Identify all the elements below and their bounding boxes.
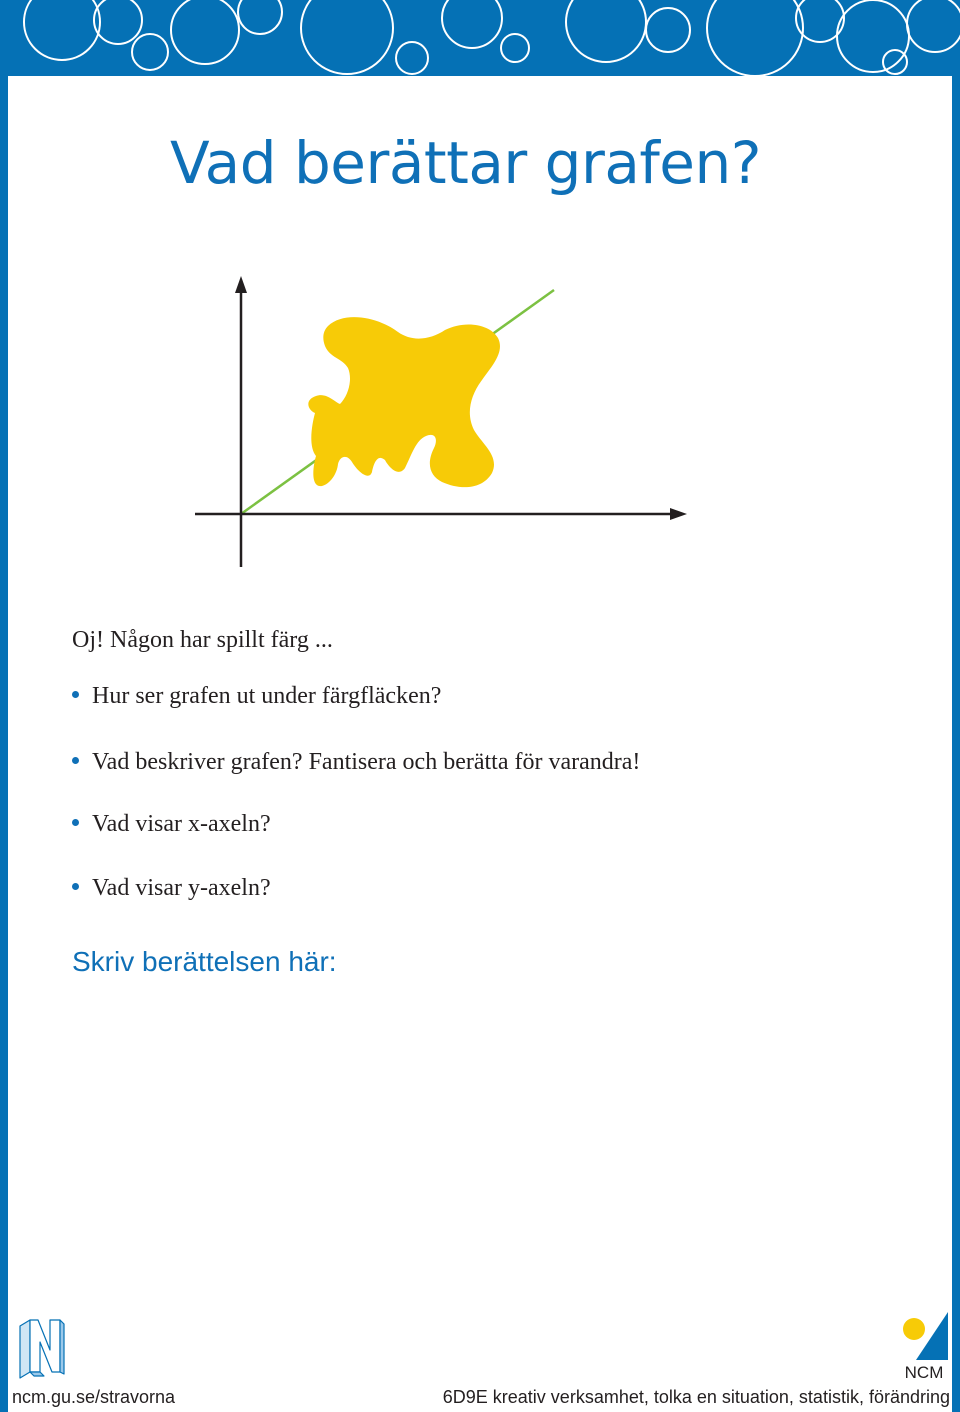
question-text: Vad beskriver grafen? Fantisera och berätta för varandra! bbox=[92, 749, 641, 775]
question-text: Vad visar y-axeln? bbox=[92, 875, 271, 901]
footer-url[interactable]: ncm.gu.se/stravorna bbox=[12, 1387, 176, 1407]
bullet-icon bbox=[72, 691, 79, 698]
graph-illustration bbox=[190, 268, 710, 578]
page-title: Vad berättar grafen? bbox=[170, 129, 762, 197]
ncm-logo-icon bbox=[896, 1310, 952, 1382]
n-logo-icon bbox=[14, 1316, 66, 1380]
question-text: Vad visar x-axeln? bbox=[92, 811, 271, 837]
page-border-left bbox=[0, 76, 8, 1412]
y-axis-arrowhead bbox=[235, 276, 247, 293]
page-border-right bbox=[952, 76, 960, 1412]
intro-text: Oj! Någon har spillt färg ... bbox=[72, 627, 333, 653]
bullet-icon bbox=[72, 757, 79, 764]
footer-tags: 6D9E kreativ verksamhet, tolka en situation, statistik, förändring bbox=[442, 1387, 950, 1407]
list-item bbox=[72, 872, 932, 904]
list-item bbox=[72, 746, 932, 778]
ncm-logo-text: NCM bbox=[904, 1363, 944, 1382]
decorative-circles bbox=[0, 0, 960, 76]
x-axis-arrowhead bbox=[670, 508, 687, 520]
question-text: Hur ser grafen ut under färgfläcken? bbox=[92, 683, 442, 709]
bullet-icon bbox=[72, 883, 79, 890]
list-item bbox=[72, 808, 932, 840]
header-band bbox=[0, 0, 960, 76]
bullet-icon bbox=[72, 819, 79, 826]
list-item bbox=[72, 680, 932, 712]
paint-splash bbox=[308, 317, 500, 487]
writing-prompt: Skriv berättelsen här: bbox=[72, 946, 337, 977]
